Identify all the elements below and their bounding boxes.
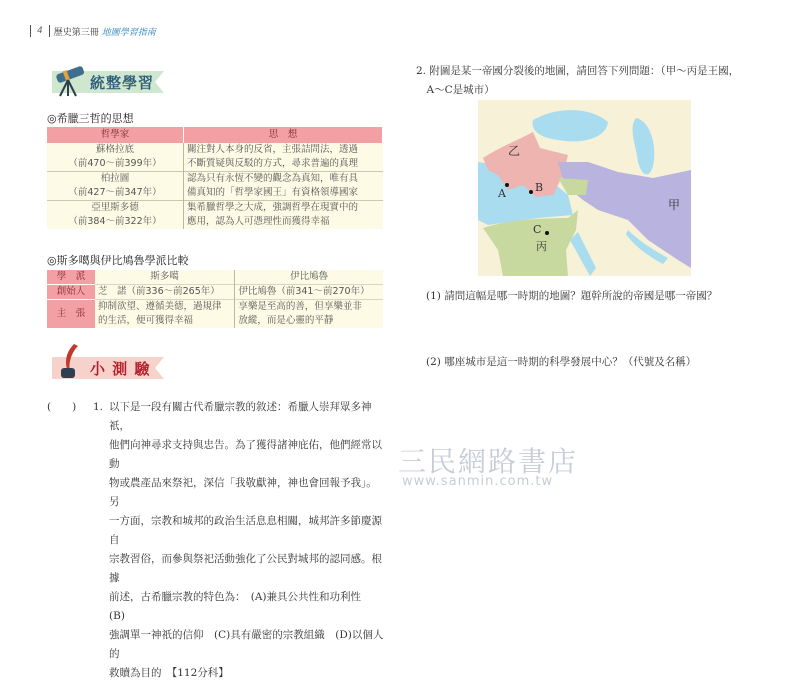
thought-text: 備真知的「哲學家國王」有資格領導國家 [187,187,359,198]
philosopher-name: 亞里斯多德 [91,202,139,213]
thought-text: 不斷質疑與反駁的方式，尋求普遍的真理 [187,158,359,169]
map-label-city-b: B [535,181,544,194]
question-line: 強調單一神祇的信仰 (C)具有嚴密的宗教組織 (D)以個人的 [109,629,384,660]
map-label-city-a: A [498,187,506,200]
map-label-yi: 乙 [508,144,521,158]
map-label-jia: 甲 [668,198,681,212]
quill-ink-icon [56,342,82,380]
table-row [47,143,383,172]
philosopher-years: （前470～前399年） [68,158,162,169]
claim-text: 享樂是至高的善，但享樂並非 [238,301,362,312]
question-line: 物或農產品來祭祀，深信「我敬獻神，神也會回報予我」。另 [109,477,377,508]
table-heading: ◎斯多噶與伊比鳩魯學派比較 [47,254,189,267]
thought-text: 關注對人本身的反省，主張詰問法，透過 [187,144,359,155]
row-label: 創始人 [47,285,95,300]
table-row [47,201,383,230]
question-2 [416,62,766,100]
question-line: 宗教習俗，而參與祭祀活動強化了公民對城邦的認同感。根據 [109,553,382,584]
column-header: 伊比鳩魯 [235,270,383,285]
sub-question-1: (1) 請問這幅是哪一時期的地圖？題幹所說的帝國是哪一帝國？ [426,290,718,302]
thought-text: 認為只有永恆不變的觀念為真知，唯有具 [187,173,359,184]
city-c-dot [545,231,549,235]
thought-text: 應用，認為人可憑理性而獲得幸福 [187,216,330,227]
answer-blank[interactable]: ( ) [47,401,77,413]
section-title: 統整學習 [90,74,155,92]
watermark-name: 三民網路書店 [398,445,579,478]
city-b-dot [529,190,533,194]
schools-table [47,270,383,329]
page-header [30,24,156,38]
section-banner-review [42,66,172,92]
philosopher-name: 蘇格拉底 [95,144,134,155]
table-row [47,300,383,329]
claim-text: 的生活，便可獲得幸福 [98,315,194,326]
philosopher-name: 柏拉圖 [100,173,130,184]
watermark-url: www.sanmin.com.tw [402,474,554,489]
row-label: 學 派 [47,270,95,285]
thought-text: 集希臘哲學之大成，強調哲學在現實中的 [187,202,359,213]
philosopher-years: （前384～前322年） [68,216,162,227]
telescope-icon [50,64,90,98]
section-title: 小 測 驗 [90,360,151,378]
column-header: 斯多噶 [95,270,235,285]
claim-text: 放縱，而是心靈的平靜 [238,315,334,326]
claim-text: 抑制欲望、遵循美德，過規律 [98,301,222,312]
row-label: 主 張 [47,300,95,329]
founder-cell: 伊比鳩魯（前341～前270年） [235,285,383,300]
philosophers-table [47,127,383,229]
question-line: 救贖為目的 【112分科】 [109,667,229,679]
section-banner-quiz [42,352,172,378]
question-line: 他們向神尋求支持與忠告。為了獲得諸神庇佑，他們經常以動 [109,439,382,470]
question-body [109,398,384,683]
founder-cell: 芝 諾（前336～前265年） [95,285,235,300]
question-line: A～C是城市） [416,84,495,96]
empire-map [478,100,691,276]
philosopher-years: （前427～前347年） [68,187,162,198]
map-label-bing: 丙 [536,240,547,253]
sub-question-2: (2) 哪座城市是這一時期的科學發展中心？（代號及名稱） [426,356,697,368]
page-number: 4 [37,26,43,36]
table-row [47,172,383,201]
divider [49,25,50,37]
column-header: 哲學家 [47,127,184,143]
table-row [47,285,383,300]
question-line: 2. 附圖是某一帝國分裂後的地圖，請回答下列問題：（甲～丙是王國， [416,65,740,77]
book-title: 歷史第三冊 [53,27,99,38]
question-number: 1. [93,401,104,413]
question-line: 前述，古希臘宗教的特色為： (A)兼具公共性和功利性 (B) [109,591,372,622]
question-1 [47,398,387,679]
book-subtitle: 地圖學習指南 [101,27,156,38]
table-heading: ◎希臘三哲的思想 [47,112,134,125]
divider [30,25,31,37]
table-row [47,270,383,285]
map-graphic [478,100,691,276]
map-label-city-c: C [533,223,542,236]
question-line: 一方面，宗教和城邦的政治生活息息相關，城邦許多節慶源自 [109,515,382,546]
question-line: 以下是一段有關古代希臘宗教的敘述：希臘人崇拜眾多神祇， [109,401,372,432]
column-header: 思 想 [184,127,383,143]
